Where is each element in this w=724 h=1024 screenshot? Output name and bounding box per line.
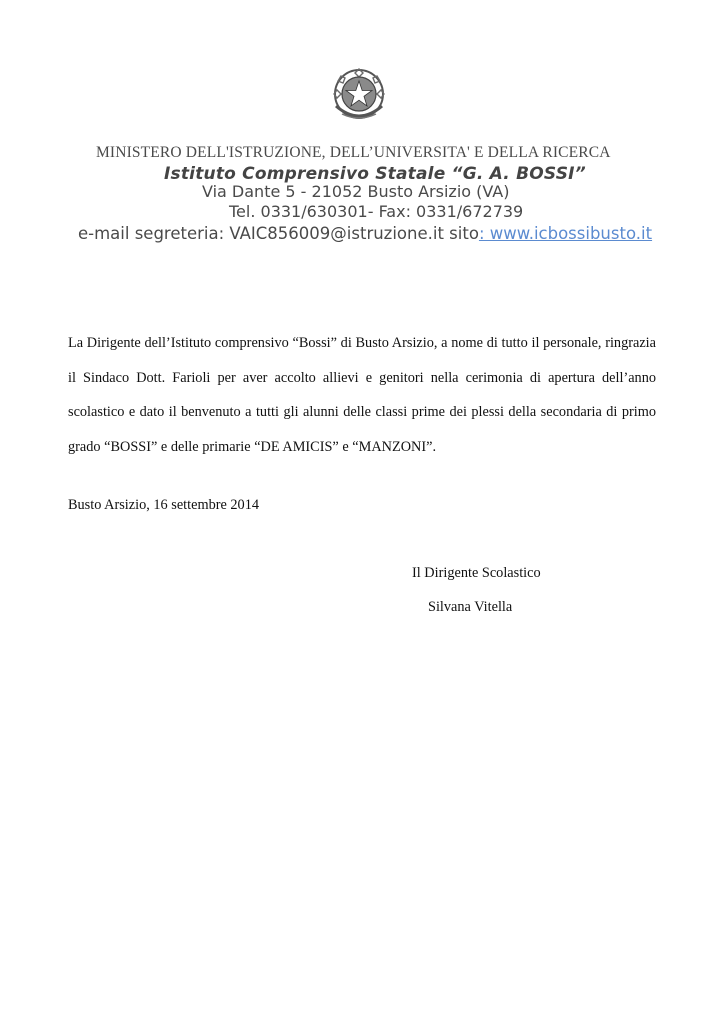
email-website-line (78, 224, 652, 243)
signatory-title: Il Dirigente Scolastico (412, 565, 541, 581)
institute-phone-fax: Tel. 0331/630301- Fax: 0331/672739 (229, 202, 524, 221)
letter-body: La Dirigente dell’Istituto comprensivo “Bossi” di Busto Arsizio, a nome di tutto il personale, ringrazia il Sindaco Dott. Farioli per aver accolto allievi e genitori nella cerimonia di apertura dell’anno scolastico e dato il benvenuto a tutti gli alunni delle classi prime dei plessi della secondaria di primo grado “BOSSI” e delle primarie “DE AMICIS” e “MANZONI”. (68, 335, 656, 455)
website-link[interactable]: : www.icbossibusto.it (478, 224, 653, 243)
institute-name: Istituto Comprensivo Statale “G. A. BOSSI” (164, 164, 586, 184)
place-date: Busto Arsizio, 16 settembre 2014 (68, 497, 260, 513)
italian-republic-emblem-icon (328, 64, 390, 126)
institute-address: Via Dante 5 - 21052 Busto Arsizio (VA) (202, 182, 510, 201)
email-text: e-mail segreteria: VAIC856009@istruzione.it sito (78, 224, 479, 243)
signatory-name: Silvana Vitella (428, 599, 513, 615)
ministry-heading: MINISTERO DELL'ISTRUZIONE, DELL’UNIVERSITA' E DELLA RICERCA (96, 144, 611, 161)
